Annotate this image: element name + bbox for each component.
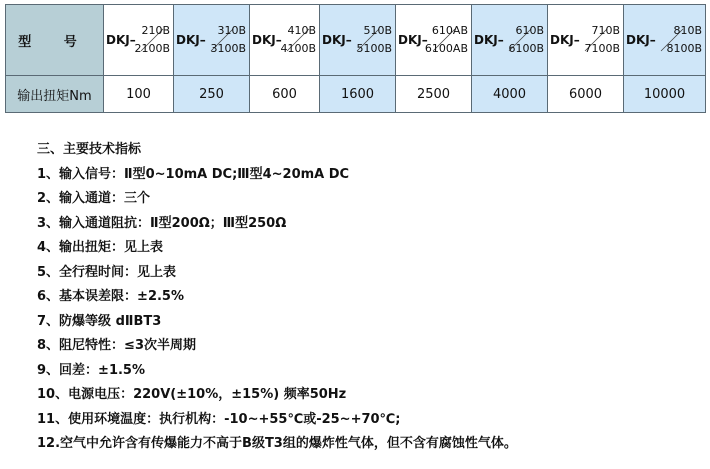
model-number-bottom: 5100B [356, 42, 392, 55]
model-torque-table [5, 4, 706, 113]
spec-item: 4、输出扭矩：见上表 [37, 240, 164, 255]
model-number-bottom: 4100B [280, 42, 316, 55]
torque-header-cell: 输出扭矩Nm [6, 76, 104, 113]
torque-cell: 2500 [396, 76, 472, 113]
model-number-bottom: 6100AB [424, 42, 468, 55]
torque-cell: 100 [104, 76, 174, 113]
torque-cell: 4000 [472, 76, 548, 113]
model-number-top: 810B [673, 24, 702, 37]
spec-item: 3、输入通道阻抗：Ⅱ型200Ω；Ⅲ型250Ω [37, 215, 287, 231]
model-number-top: 510B [363, 24, 392, 37]
spec-item: 9、回差：±1.5% [37, 362, 145, 378]
model-prefix: DKJ– [474, 33, 504, 47]
model-number-top: 610B [515, 24, 544, 37]
model-number-top: 410B [287, 24, 316, 37]
torque-cell: 1600 [320, 76, 396, 113]
torque-row [6, 76, 706, 113]
model-prefix: DKJ– [176, 33, 206, 47]
model-prefix: DKJ– [322, 33, 352, 47]
model-cell [104, 5, 174, 76]
model-cell [174, 5, 250, 76]
torque-cell: 6000 [548, 76, 624, 113]
spec-item: 1、输入信号：Ⅱ型0~10mA DC;Ⅲ型4~20mA DC [37, 166, 350, 182]
spec-item: 12.空气中允许含有传爆能力不高于B级T3组的爆炸性气体，但不含有腐蚀性气体。 [37, 436, 517, 451]
model-prefix: DKJ– [626, 33, 656, 47]
model-number-bottom: 2100B [134, 42, 170, 55]
model-cell [624, 5, 706, 76]
torque-cell: 600 [250, 76, 320, 113]
model-number-bottom: 8100B [666, 42, 702, 55]
spec-item: 5、全行程时间：见上表 [37, 264, 177, 280]
model-cell [472, 5, 548, 76]
model-number-top: 610AB [431, 24, 468, 37]
spec-item: 11、使用环境温度：执行机构：-10~+55℃或-25~+70℃; [37, 411, 401, 427]
model-number-bottom: 7100B [584, 42, 620, 55]
model-row [6, 5, 706, 76]
model-cell [320, 5, 396, 76]
model-number-bottom: 6100B [508, 42, 544, 55]
spec-item: 2、输入通道：三个 [37, 191, 151, 206]
technical-specs-section [37, 138, 707, 457]
torque-cell: 10000 [624, 76, 706, 113]
spec-item: 7、防爆等级 dⅡBT3 [37, 313, 162, 329]
model-prefix: DKJ– [550, 33, 580, 47]
model-number-top: 710B [591, 24, 620, 37]
model-cell [396, 5, 472, 76]
model-prefix: DKJ– [106, 33, 136, 47]
spec-item: 6、基本误差限：±2.5% [37, 289, 184, 304]
model-prefix: DKJ– [252, 33, 282, 47]
torque-cell: 250 [174, 76, 250, 113]
spec-item: 10、电源电压：220V(±10%，±15%) 频率50Hz [37, 387, 347, 402]
model-header-cell: 型 号 [6, 5, 104, 76]
model-cell [250, 5, 320, 76]
model-number-bottom: 3100B [210, 42, 246, 55]
spec-item: 8、阻尼特性：≤3次半周期 [37, 338, 196, 353]
model-prefix: DKJ– [398, 33, 428, 47]
model-number-top: 210B [141, 24, 170, 37]
model-cell [548, 5, 624, 76]
specs-heading: 三、主要技术指标 [37, 142, 142, 157]
model-number-top: 310B [217, 24, 246, 37]
